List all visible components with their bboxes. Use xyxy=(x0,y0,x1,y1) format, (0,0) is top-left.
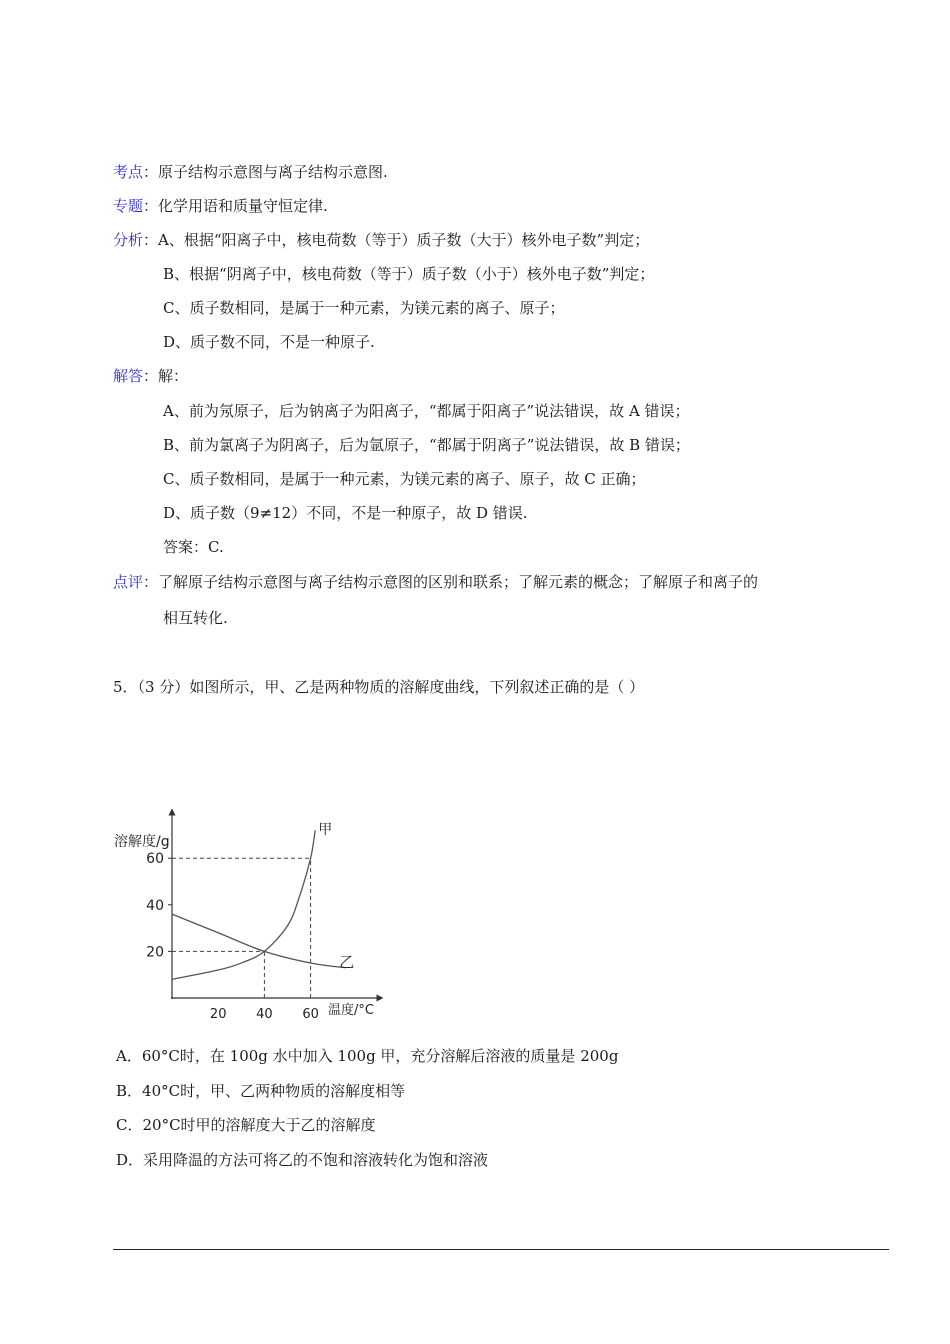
y-tick-label: 20 xyxy=(146,944,164,961)
x-axis-label: 温度/°C xyxy=(328,1003,374,1018)
fenxi-row xyxy=(113,230,649,250)
jieda-row xyxy=(113,366,188,386)
colon: ： xyxy=(143,367,159,385)
colon: ： xyxy=(143,163,159,181)
jieda-first: 解： xyxy=(158,367,189,385)
zhuanti-text: 化学用语和质量守恒定律. xyxy=(158,197,328,215)
dianping-line-1: 了解原子结构示意图与离子结构示意图的区别和联系；了解元素的概念；了解原子和离子的 xyxy=(158,573,759,591)
dianping-label: 点评 xyxy=(113,573,144,591)
option-b: B．40°C时，甲、乙两种物质的溶解度相等 xyxy=(116,1082,406,1100)
footer-rule xyxy=(113,1249,889,1250)
fenxi-line-d: D、质子数不同，不是一种原子. xyxy=(163,333,375,351)
jieda-line-b: B、前为氯离子为阴离子，后为氩原子，“都属于阴离子”说法错误，故 B 错误； xyxy=(163,436,690,454)
series-label-yi: 乙 xyxy=(339,953,355,972)
colon: ： xyxy=(143,197,159,215)
dianping-row xyxy=(113,572,758,592)
fenxi-label: 分析 xyxy=(113,231,144,249)
jieda-line-a: A、前为氖原子，后为钠离子为阳离子，“都属于阳离子”说法错误，故 A 错误； xyxy=(163,402,690,420)
colon: ： xyxy=(143,573,159,591)
kaodian-text: 原子结构示意图与离子结构示意图. xyxy=(158,163,388,181)
x-tick-label: 60 xyxy=(302,1007,319,1022)
question-stem: 5．（3 分）如图所示，甲、乙是两种物质的溶解度曲线，下列叙述正确的是（ ） xyxy=(113,678,645,696)
x-tick-label: 40 xyxy=(256,1007,273,1022)
jieda-line-c: C、质子数相同，是属于一种元素，为镁元素的离子、原子，故 C 正确； xyxy=(163,470,646,488)
fenxi-line-a: A、根据“阳离子中，核电荷数（等于）质子数（大于）核外电子数”判定； xyxy=(158,231,650,249)
dianping-line-2: 相互转化. xyxy=(163,609,228,627)
option-c: C．20°C时甲的溶解度大于乙的溶解度 xyxy=(116,1116,376,1134)
solubility-chart xyxy=(108,802,398,1032)
series-label-jia: 甲 xyxy=(318,822,333,839)
series-curve-jia xyxy=(172,830,315,979)
jieda-line-d: D、质子数（9≠12）不同，不是一种原子，故 D 错误. xyxy=(163,504,528,522)
fenxi-line-b: B、根据“阴离子中，核电荷数（等于）质子数（小于）核外电子数”判定； xyxy=(163,265,655,283)
series-curve-yi xyxy=(172,914,345,968)
option-a: A．60°C时，在 100g 水中加入 100g 甲，充分溶解后溶液的质量是 200g xyxy=(116,1047,619,1065)
y-axis-label: 溶解度/g xyxy=(114,834,170,850)
zhuanti-row xyxy=(113,196,328,216)
fenxi-line-c: C、质子数相同，是属于一种元素，为镁元素的离子、原子； xyxy=(163,299,565,317)
zhuanti-label: 专题 xyxy=(113,197,144,215)
colon: ： xyxy=(143,231,159,249)
x-tick-label: 20 xyxy=(209,1007,227,1022)
kaodian-row xyxy=(113,162,388,182)
option-d: D．采用降温的方法可将乙的不饱和溶液转化为饱和溶液 xyxy=(116,1151,489,1169)
y-tick-label: 40 xyxy=(146,897,164,914)
kaodian-label: 考点 xyxy=(113,163,144,181)
jieda-label: 解答 xyxy=(113,367,144,385)
jieda-answer: 答案：C. xyxy=(163,538,224,556)
y-tick-label: 60 xyxy=(146,851,164,868)
